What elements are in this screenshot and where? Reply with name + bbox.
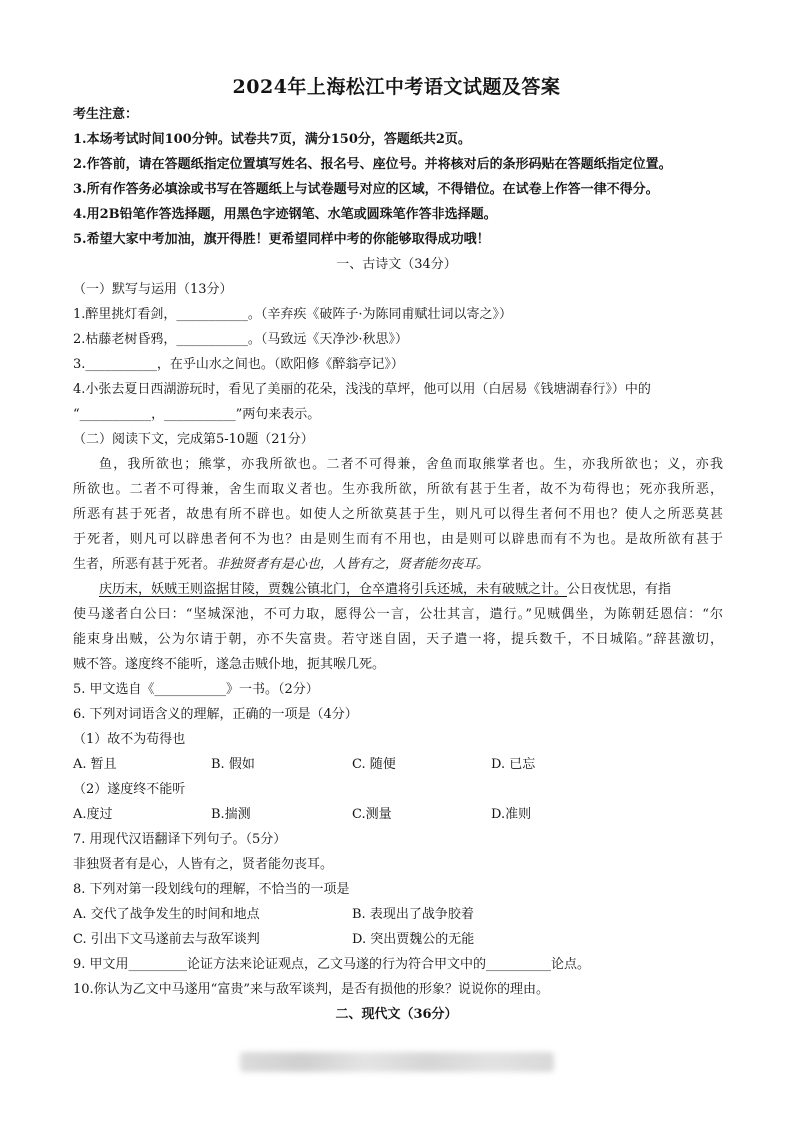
passage-a-italic-sentence: 非独贤者有是心也，人皆有之，贤者能勿丧耳。	[216, 557, 490, 572]
question-7-sentence: 非独贤者有是心，人皆有之，贤者能勿丧耳。	[73, 857, 334, 872]
option-c: C. 随便	[352, 757, 396, 772]
passage-b-line: 使马遂者白公曰：“坚城深池，不可力取，愿得公一言，公壮其言，遣行。”见贼偶坐，为陈朝廷恩信：“尔	[73, 607, 723, 622]
passage-a-line: 于死者，则凡可以辟患者何不为也？由是则生而有不用也，由是则可以辟患而有不为也。是故所欲有甚于	[73, 532, 723, 547]
notice-item-5: 5.希望大家中考加油，旗开得胜！更希望同样中考的你能够取得成功哦！	[73, 232, 490, 247]
question-9: 9. 甲文用_________论证方法来论证观点，乙文马遂的行为符合甲文中的__________论点。	[73, 957, 591, 972]
notice-item-2: 2.作答前，请在答题纸指定位置填写姓名、报名号、座位号。并将核对后的条形码贴在答题纸指定位置。	[73, 157, 672, 172]
notice-item-1: 1.本场考试时间100分钟。试卷共7页，满分150分，答题纸共2页。	[73, 132, 471, 147]
section1-heading: 一、古诗文（34分）	[336, 257, 457, 272]
passage-a-line: 所欲也。二者不可得兼，舍生而取义者也。生亦我所欲，所欲有甚于生者，故不为苟得也；死亦我所恶，	[73, 482, 723, 497]
notice-heading: 考生注意：	[73, 107, 139, 122]
option-a: A. 交代了战争发生的时间和地点	[73, 907, 260, 922]
question-7: 7. 用现代汉语翻译下列句子。（5分）	[73, 832, 287, 847]
notice-item-3: 3.所有作答务必填涂或书写在答题纸上与试卷题号对应的区域，不得错位。在试卷上作答一律不得分。	[73, 182, 659, 197]
question-4-line-2: “___________，___________”两句来表示。	[73, 407, 321, 422]
option-c: C.测量	[352, 807, 392, 822]
option-a: A. 暂且	[73, 757, 117, 772]
question-6-2-stem: （2）遂度终不能听	[73, 782, 186, 797]
question-10: 10.你认为乙文中马遂用“富贵”来与敌军谈判，是否有损他的形象？说说你的理由。	[73, 982, 549, 997]
passage-b-first-line	[73, 581, 723, 599]
option-d: D. 已忘	[491, 757, 536, 772]
passage-b-text: 公日夜忧思，有指	[567, 582, 672, 597]
page-title: 2024年上海松江中考语文试题及答案	[232, 76, 561, 98]
passage-b-line: 贼不答。遂度终不能听，遂急击贼仆地，扼其喉几死。	[73, 657, 386, 672]
question-6-1-stem: （1）故不为苟得也	[73, 732, 186, 747]
option-d: D.准则	[491, 807, 532, 822]
question-5: 5. 甲文选自《___________》一书。（2分）	[73, 682, 319, 697]
question-2: 2.枯藤老树昏鸦，___________。（马致远《天净沙·秋思》）	[73, 332, 409, 347]
option-b: B. 假如	[211, 757, 255, 772]
question-6: 6. 下列对词语含义的理解，正确的一项是（4分）	[73, 707, 358, 722]
question-8: 8. 下列对第一段划线句的理解，不恰当的一项是	[73, 882, 350, 897]
passage-a-line: 所恶有甚于死者，故患有所不辟也。如使人之所欲莫甚于生，则凡可以得生者何不用也？使人之所恶莫甚	[73, 507, 723, 522]
passage-a-line: 鱼，我所欲也；熊掌，亦我所欲也。二者不可得兼，舍鱼而取熊掌者也。生，亦我所欲也；义，亦我	[99, 457, 723, 472]
notice-item-4: 4.用2B铅笔作答选择题，用黑色字迹钢笔、水笔或圆珠笔作答非选择题。	[73, 207, 497, 222]
blurred-footer-watermark	[240, 1052, 554, 1072]
part2-heading: （二）阅读下文，完成第5-10题（21分）	[73, 432, 314, 447]
passage-b-line: 能束身出贼，公为尔请于朝，亦不失富贵。若守迷自固，天子遣一将，提兵数千，不日城陷。”辞甚激切，	[73, 632, 723, 647]
option-a: A.度过	[73, 807, 113, 822]
section2-heading: 二、现代文（36分）	[335, 1007, 458, 1022]
option-b: B. 表现出了战争胶着	[352, 907, 474, 922]
option-c: C. 引出下文马遂前去与敌军谈判	[73, 932, 260, 947]
underlined-sentence: 庆历末，妖贼王则盗据甘陵，贾魏公镇北门，仓卒遣将引兵还城，未有破贼之计。	[99, 582, 568, 597]
part1-heading: （一）默写与运用（13分）	[73, 282, 233, 297]
question-3: 3.___________，在乎山水之间也。（欧阳修《醉翁亭记》）	[73, 357, 404, 372]
option-b: B.揣测	[211, 807, 251, 822]
passage-a-last-line	[73, 556, 723, 574]
question-1: 1.醉里挑灯看剑，___________。（辛弃疾《破阵子·为陈同甫赋壮词以寄之》）	[73, 307, 513, 322]
question-4-line-1: 4.小张去夏日西湖游玩时，看见了美丽的花朵，浅浅的草坪，他可以用（白居易《钱塘湖春行》）中的	[73, 382, 651, 397]
passage-a-text: 生者，所恶有甚于死者。	[73, 557, 217, 572]
option-d: D. 突出贾魏公的无能	[352, 932, 475, 947]
